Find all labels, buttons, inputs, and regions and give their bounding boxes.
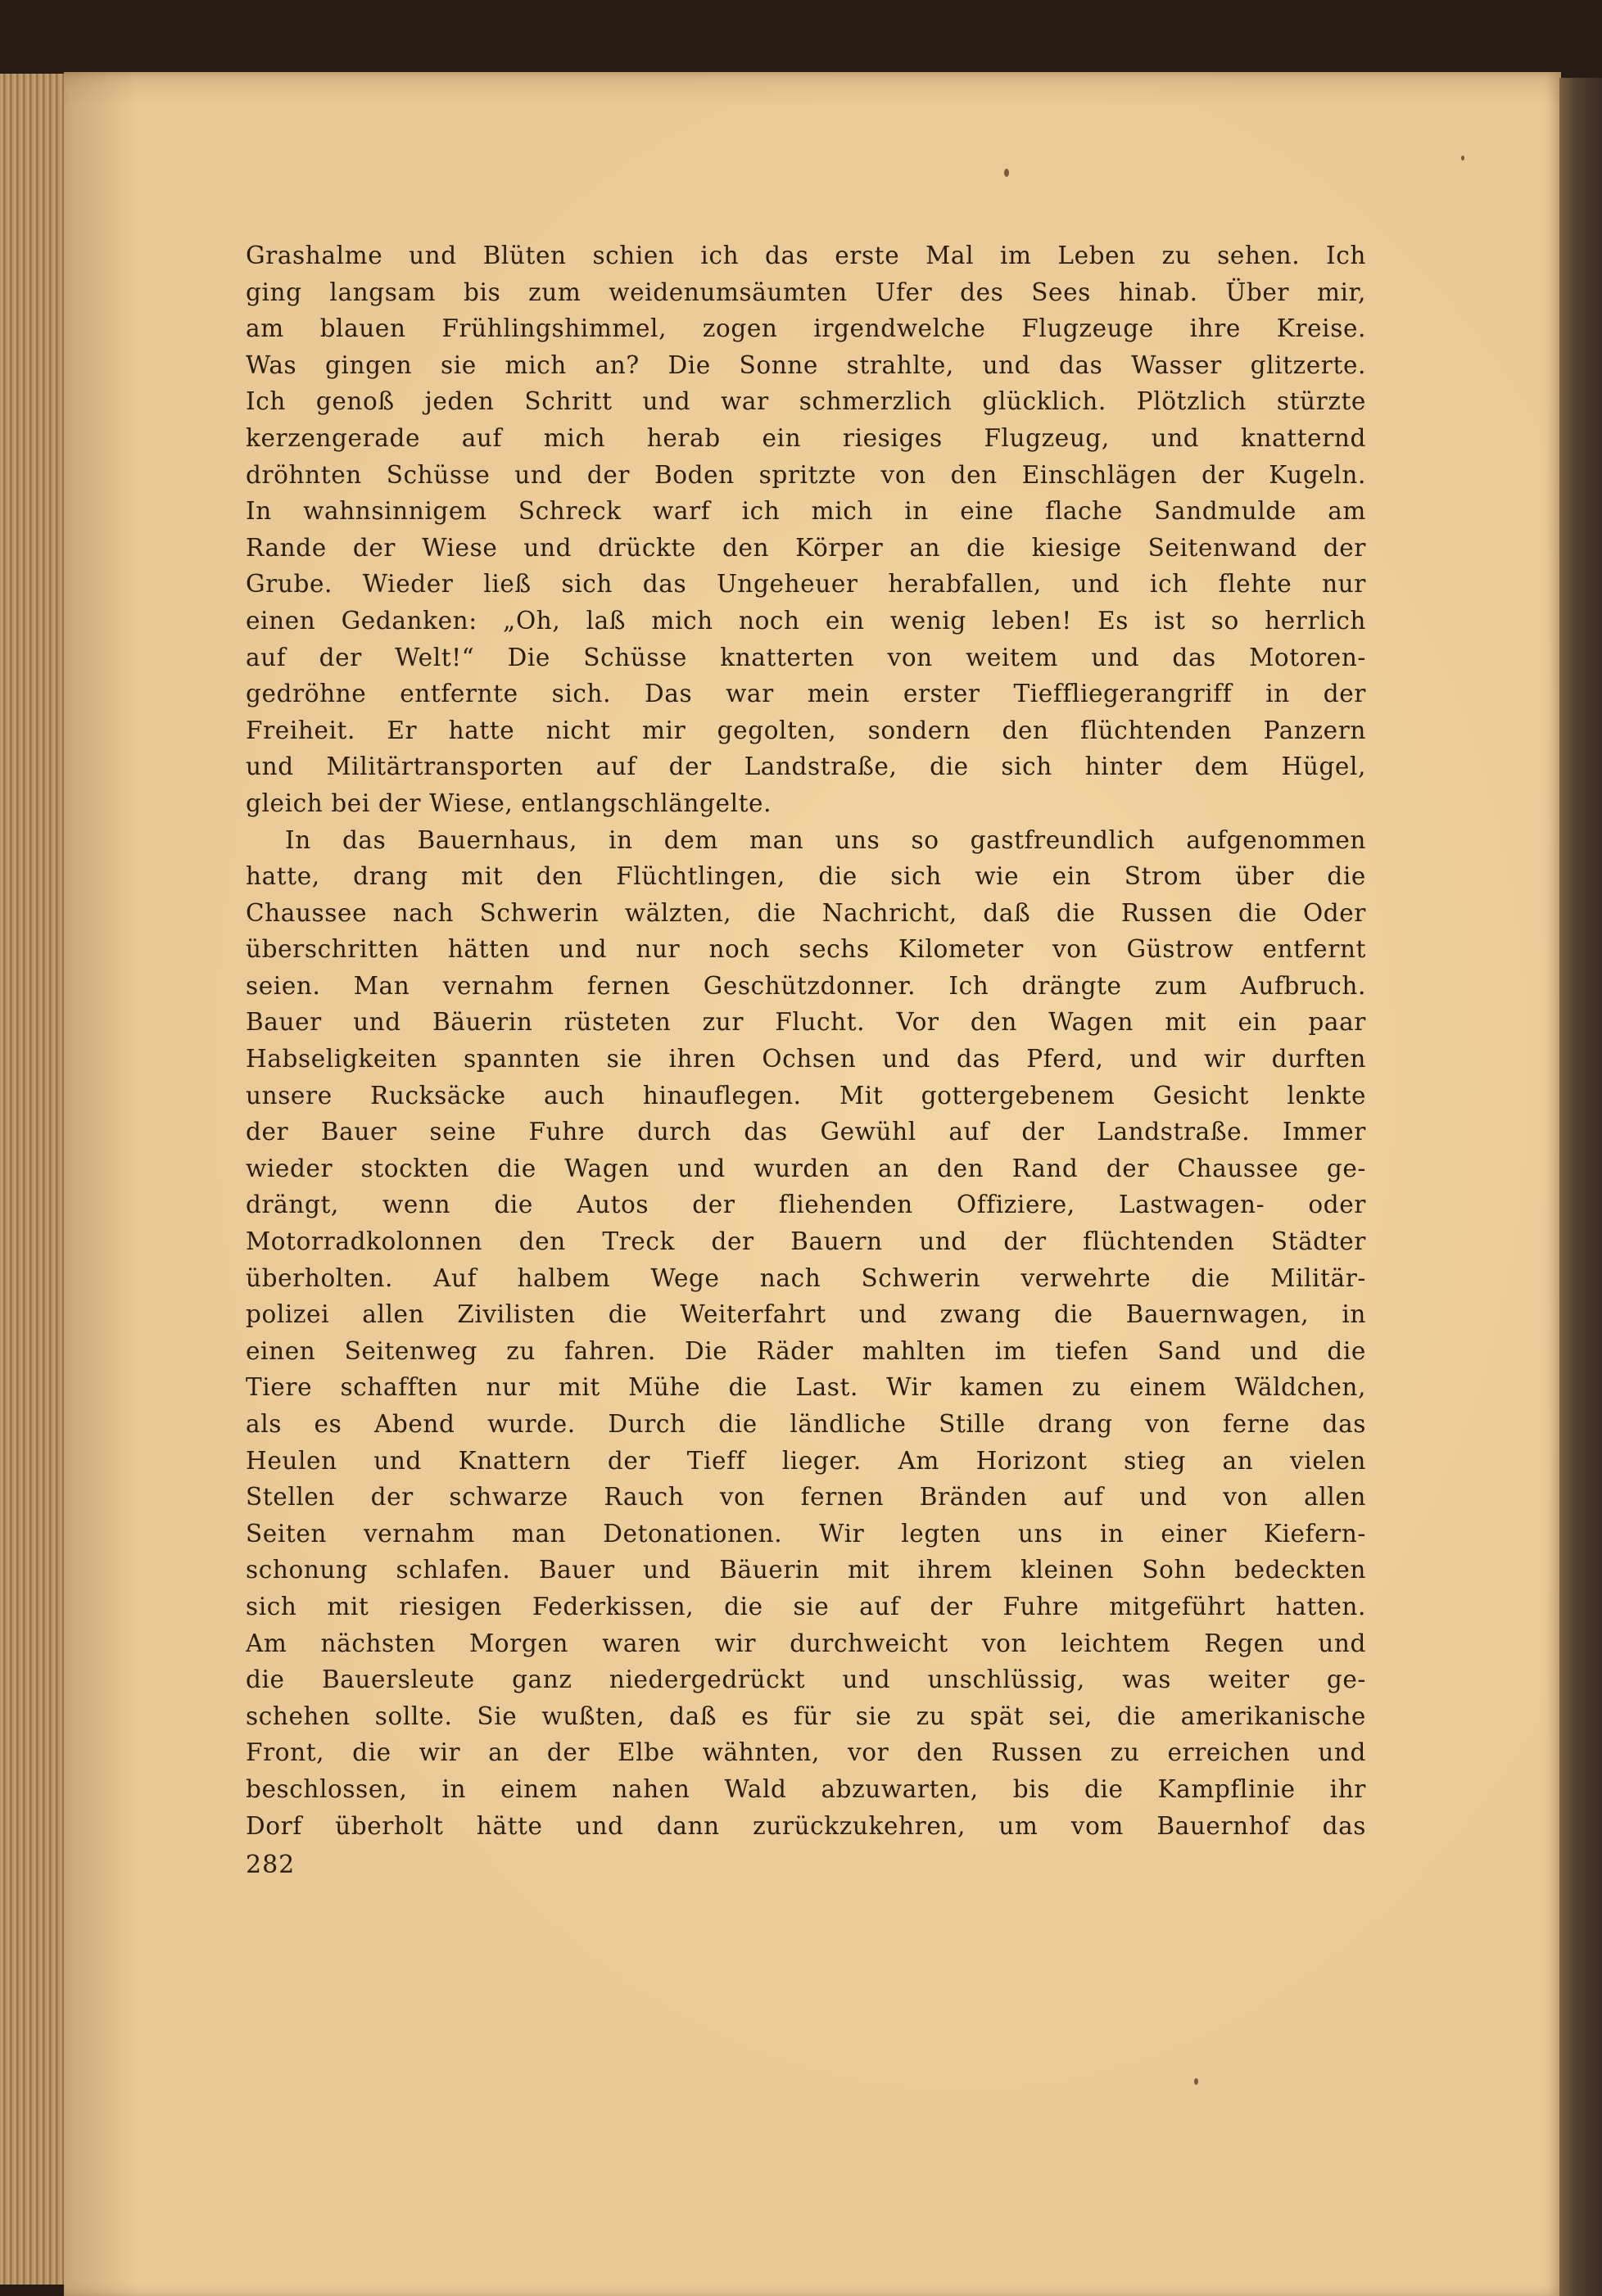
text-line: schehen sollte. Sie wußten, daß es für sie zu spät sei, die amerikanische	[246, 1702, 1366, 1730]
paper-speck	[1004, 169, 1009, 177]
text-line: und Militärtransporten auf der Landstraße, die sich hinter dem Hügel,	[246, 753, 1366, 781]
text-line: Heulen und Knattern der Tieff lieger. Am Horizont stieg an vielen	[246, 1446, 1366, 1475]
text-line: unsere Rucksäcke auch hinauflegen. Mit gottergebenem Gesicht lenkte	[246, 1081, 1366, 1110]
text-line: kerzengerade auf mich herab ein riesiges Flugzeug, und knatternd	[246, 423, 1366, 452]
text-line-paragraph-end: gleich bei der Wiese, entlangschlängelte.	[246, 789, 772, 817]
text-line: Habseligkeiten spannten sie ihren Ochsen und das Pferd, und wir durften	[246, 1045, 1366, 1073]
text-line: beschlossen, in einem nahen Wald abzuwarten, bis die Kampflinie ihr	[246, 1774, 1366, 1803]
text-line: Grube. Wieder ließ sich das Ungeheuer herabfallen, und ich flehte nur	[246, 570, 1366, 599]
text-line: auf der Welt!“ Die Schüsse knatterten von weitem und das Motoren-	[246, 643, 1366, 671]
text-line: sich mit riesigen Federkissen, die sie auf der Fuhre mitgeführt hatten.	[246, 1592, 1366, 1620]
text-line: am blauen Frühlingshimmel, zogen irgendwelche Flugzeuge ihre Kreise.	[246, 314, 1366, 343]
text-line: Bauer und Bäuerin rüsteten zur Flucht. Vor den Wagen mit ein paar	[246, 1008, 1366, 1037]
text-line: drängt, wenn die Autos der fliehenden Offiziere, Lastwagen- oder	[246, 1191, 1366, 1219]
text-line: Tiere schafften nur mit Mühe die Last. Wir kamen zu einem Wäldchen,	[246, 1373, 1366, 1402]
text-line: Freiheit. Er hatte nicht mir gegolten, sondern den flüchtenden Panzern	[246, 716, 1366, 744]
book-binding	[1559, 78, 1602, 2296]
text-line: einen Seitenweg zu fahren. Die Räder mahlten im tiefen Sand und die	[246, 1336, 1366, 1365]
text-line: hatte, drang mit den Flüchtlingen, die sich wie ein Strom über die	[246, 862, 1366, 891]
text-line: Ich genoß jeden Schritt und war schmerzlich glücklich. Plötzlich stürzte	[246, 387, 1366, 416]
text-line: gedröhne entfernte sich. Das war mein erster Tieffliegerangriff in der	[246, 680, 1366, 708]
text-line: Was gingen sie mich an? Die Sonne strahlte, und das Wasser glitzerte.	[246, 350, 1366, 379]
text-line-paragraph-start: In das Bauernhaus, in dem man uns so gastfreundlich aufgenommen	[285, 825, 1366, 854]
body-text	[246, 237, 1366, 1844]
text-line: In wahnsinnigem Schreck warf ich mich in eine flache Sandmulde am	[246, 497, 1366, 526]
text-line: die Bauersleute ganz niedergedrückt und unschlüssig, was weiter ge-	[246, 1666, 1366, 1694]
text-line: Grashalme und Blüten schien ich das erste Mal im Leben zu sehen. Ich	[246, 242, 1366, 269]
text-line: Rande der Wiese und drückte den Körper an die kiesige Seitenwand der	[246, 533, 1366, 562]
text-line: der Bauer seine Fuhre durch das Gewühl auf der Landstraße. Immer	[246, 1118, 1366, 1146]
text-line: Dorf überholt hätte und dann zurückzukehren, um vom Bauernhof das	[246, 1811, 1366, 1840]
text-line: ging langsam bis zum weidenumsäumten Ufer des Sees hinab. Über mir,	[246, 278, 1366, 306]
text-line: Seiten vernahm man Detonationen. Wir legten uns in einer Kiefern-	[246, 1519, 1366, 1548]
text-line: seien. Man vernahm fernen Geschützdonner. Ich drängte zum Aufbruch.	[246, 971, 1366, 1000]
text-line: Am nächsten Morgen waren wir durchweicht von leichtem Regen und	[246, 1629, 1366, 1657]
text-line: wieder stockten die Wagen und wurden an den Rand der Chaussee ge-	[246, 1154, 1366, 1182]
text-line: schonung schlafen. Bauer und Bäuerin mit ihrem kleinen Sohn bedeckten	[246, 1556, 1366, 1584]
text-line: polizei allen Zivilisten die Weiterfahrt und zwang die Bauernwagen, in	[246, 1300, 1366, 1329]
text-line: Front, die wir an der Elbe wähnten, vor den Russen zu erreichen und	[246, 1738, 1366, 1767]
paper-speck	[1194, 2078, 1198, 2085]
text-line: Chaussee nach Schwerin wälzten, die Nachricht, daß die Russen die Oder	[246, 898, 1366, 927]
text-line: überholten. Auf halbem Wege nach Schwerin verwehrte die Militär-	[246, 1263, 1366, 1292]
text-line: Motorradkolonnen den Treck der Bauern und der flüchtenden Städter	[246, 1227, 1366, 1256]
text-line: dröhnten Schüsse und der Boden spritzte von den Einschlägen der Kugeln.	[246, 460, 1366, 489]
text-line: überschritten hätten und nur noch sechs Kilometer von Güstrow entfernt	[246, 935, 1366, 964]
text-line: Stellen der schwarze Rauch von fernen Bränden auf und von allen	[246, 1483, 1366, 1512]
text-line: einen Gedanken: „Oh, laß mich noch ein wenig leben! Es ist so herrlich	[246, 606, 1366, 635]
text-line: als es Abend wurde. Durch die ländliche Stille drang von ferne das	[246, 1410, 1366, 1438]
page-number: 282	[246, 1851, 296, 1879]
paper-speck	[1461, 156, 1464, 160]
